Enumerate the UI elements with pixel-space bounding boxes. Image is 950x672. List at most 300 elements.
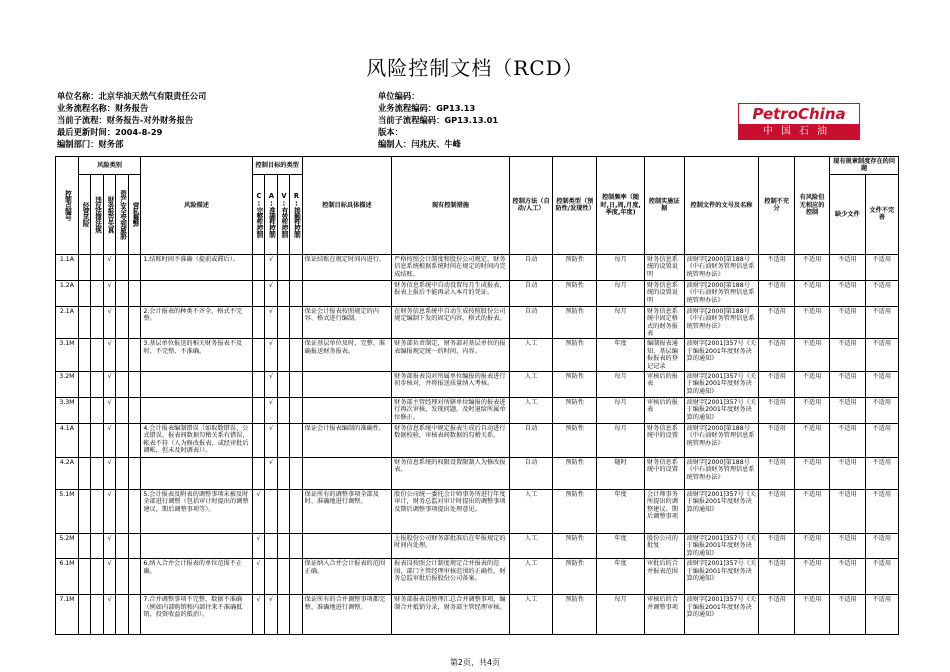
row-id: 5.1M [56, 490, 79, 534]
objective-desc: 保证基层单位及时、完整、准确报送财务报表。 [302, 339, 391, 372]
objective-check: √ [265, 254, 277, 280]
control-frequency: 每月 [597, 424, 645, 458]
risk-check [128, 490, 141, 534]
objective-check: √ [265, 458, 277, 490]
petrochina-logo [738, 103, 860, 140]
header-objective-col-r: R:接触性控制 [290, 174, 302, 254]
objective-check: √ [265, 339, 277, 372]
risk-no-control: 不适用 [794, 372, 829, 398]
risk-check [91, 424, 103, 458]
control-frequency: 每月 [597, 372, 645, 398]
risk-desc: 6.纳入合并会计报表的单位范围不正确。 [141, 559, 252, 595]
control-type: 预防性 [553, 424, 597, 458]
risk-check [91, 372, 103, 398]
lack-document: 不适用 [830, 306, 865, 339]
risk-check [91, 490, 103, 534]
meta-right [378, 90, 498, 150]
risk-check: √ [103, 424, 115, 458]
row-id: 7.1M [56, 595, 79, 635]
risk-check [116, 280, 128, 306]
logo-text-bottom: 中国石油 [738, 124, 860, 140]
last-updated: 最后更新时间：2004-8-29 [57, 127, 163, 137]
document-incomplete: 不适用 [865, 559, 898, 595]
header-control-frequency: 控制频率（随时,日,周,月度,季度,年度) [597, 157, 645, 255]
objective-check [252, 398, 264, 424]
risk-check [78, 372, 90, 398]
header-risk-col-4: 资产安全受到威胁 [116, 174, 128, 254]
risk-check [128, 306, 141, 339]
control-method: 人工 [509, 559, 553, 595]
control-evidence: 审核后的合并调整事项 [645, 595, 685, 635]
control-method: 人工 [509, 595, 553, 635]
control-method: 自动 [509, 424, 553, 458]
risk-desc: 5.会计报表及附表的调整事项未被及时全部进行调整（包括审计时提出的调整建议，期后调整事项等）。 [141, 490, 252, 534]
risk-check [116, 595, 128, 635]
risk-check: √ [103, 280, 115, 306]
objective-check [265, 490, 277, 534]
control-type: 预防性 [553, 490, 597, 534]
objective-check [277, 372, 289, 398]
risk-no-control: 不适用 [794, 398, 829, 424]
risk-check [78, 254, 90, 280]
control-measure: 财务部负责制定，财务部对基层单位的报表编报规定统一的时间、内容。 [392, 339, 510, 372]
risk-check [78, 424, 90, 458]
table-row [56, 339, 899, 372]
header-risk-col-2: 违反法律法规 [91, 174, 103, 254]
control-evidence: 财务信息系统的设置说明 [645, 280, 685, 306]
control-insufficient: 不适用 [759, 458, 794, 490]
header-risk-category: 风险类别 [78, 157, 140, 175]
risk-check [91, 306, 103, 339]
objective-desc: 保证结账在规定时间内进行。 [302, 254, 391, 280]
control-method: 人工 [509, 339, 553, 372]
objective-desc: 保证会计报表编制的准确性。 [302, 424, 391, 458]
control-frequency: 每月 [597, 306, 645, 339]
risk-desc [141, 458, 252, 490]
document-incomplete: 不适用 [865, 424, 898, 458]
risk-check [91, 339, 103, 372]
control-evidence: 审批后的合并报表范围 [645, 559, 685, 595]
header-evidence: 控制实施证据 [645, 157, 685, 255]
row-id: 6.1M [56, 559, 79, 595]
risk-no-control: 不适用 [794, 490, 829, 534]
objective-desc [302, 372, 391, 398]
control-document: 油财字[2000]第188号《中石油财务管理信息系统管理办法》 [684, 424, 759, 458]
header-document-name: 控制文件的文号及名称 [684, 157, 759, 255]
objective-check [277, 595, 289, 635]
control-insufficient: 不适用 [759, 424, 794, 458]
objective-check [277, 424, 289, 458]
control-document: 油财字[2001]357号《关于编报2001年度财务决算的通知》 [684, 559, 759, 595]
risk-check [128, 254, 141, 280]
lack-document: 不适用 [830, 490, 865, 534]
document-incomplete: 不适用 [865, 254, 898, 280]
risk-check [128, 398, 141, 424]
objective-desc [302, 398, 391, 424]
risk-check [116, 534, 128, 559]
objective-check [290, 424, 302, 458]
row-id: 3.3M [56, 398, 79, 424]
unit-name: 单位名称：北京华油天然气有限责任公司 [57, 91, 207, 101]
risk-check [116, 490, 128, 534]
header-risk-desc: 风险描述 [141, 157, 252, 255]
objective-desc: 保证所有的合并调整事项都完整、准确地进行调整。 [302, 595, 391, 635]
control-evidence: 审核后的报表 [645, 398, 685, 424]
control-insufficient: 不适用 [759, 372, 794, 398]
lack-document: 不适用 [830, 372, 865, 398]
control-insufficient: 不适用 [759, 398, 794, 424]
control-document: 油财字[2001]357号《关于编报2001年度财务决算的通知》 [684, 490, 759, 534]
header-system-issues: 现有规章制度存在的问题 [830, 157, 899, 175]
control-frequency: 年度 [597, 534, 645, 559]
control-method: 自动 [509, 458, 553, 490]
objective-check [277, 339, 289, 372]
objective-check [252, 424, 264, 458]
control-frequency: 每月 [597, 398, 645, 424]
control-measure: 严格按照会计制度和股份公司规定，财务信息系统根据系统时间在规定的时间内完成结账。 [392, 254, 510, 280]
risk-desc [141, 398, 252, 424]
header-existing-measures: 现有控制措施 [392, 157, 510, 255]
lack-document: 不适用 [830, 559, 865, 595]
control-type: 预防性 [553, 559, 597, 595]
control-document: 油财字[2000]第188号《中石油财务管理信息系统管理办法》 [684, 254, 759, 280]
risk-check [91, 398, 103, 424]
control-evidence: 财务信息系统中固定格式的财务报表 [645, 306, 685, 339]
document-incomplete: 不适用 [865, 339, 898, 372]
control-method: 人工 [509, 372, 553, 398]
table-row [56, 559, 899, 595]
objective-check: √ [265, 398, 277, 424]
risk-no-control: 不适用 [794, 339, 829, 372]
risk-check [91, 458, 103, 490]
control-measure: 在财务信息系统中自动生成按照股份公司规定编制下发的固定内容、格式的报表。 [392, 306, 510, 339]
control-evidence: 股份公司的批复 [645, 534, 685, 559]
header-lack-document: 缺少文件 [830, 174, 865, 254]
table-row [56, 534, 899, 559]
control-document: 油财字[2000]第188号《中石油财务管理信息系统管理办法》 [684, 458, 759, 490]
lack-document: 不适用 [830, 339, 865, 372]
lack-document: 不适用 [830, 424, 865, 458]
department: 编制部门：财务部 [57, 139, 124, 149]
objective-check [252, 254, 264, 280]
objective-check [277, 458, 289, 490]
header-objective-type: 控制目标的类型 [252, 157, 302, 175]
objective-check [290, 559, 302, 595]
objective-check [277, 490, 289, 534]
risk-no-control: 不适用 [794, 534, 829, 559]
control-method: 自动 [509, 306, 553, 339]
risk-check [116, 559, 128, 595]
objective-check [277, 306, 289, 339]
row-id: 3.1M [56, 339, 79, 372]
risk-no-control: 不适用 [794, 424, 829, 458]
risk-check [128, 372, 141, 398]
control-type: 预防性 [553, 254, 597, 280]
control-document: 油财字[2000]第188号《中石油财务管理信息系统管理办法》 [684, 306, 759, 339]
risk-desc [141, 280, 252, 306]
row-id: 5.2M [56, 534, 79, 559]
risk-desc: 7.合并调整事项不完整，数据不准确（例如内部购销和内部往来不准确抵销，投资收益的抵消）。 [141, 595, 252, 635]
lack-document: 不适用 [830, 398, 865, 424]
risk-check: √ [103, 306, 115, 339]
objective-check: √ [252, 559, 264, 595]
control-type: 预防性 [553, 372, 597, 398]
header-document-incomplete: 文件不完善 [865, 174, 898, 254]
objective-check [252, 280, 264, 306]
document-incomplete: 不适用 [865, 280, 898, 306]
row-id: 4.1A [56, 424, 79, 458]
risk-no-control: 不适用 [794, 254, 829, 280]
page-footer: 第2页，共4页 [449, 658, 501, 667]
table-row [56, 490, 899, 534]
control-measure: 股份公司统一委托会计师事务所进行年度审计，财务总监对审计时提出的调整事项及期后调整事项提出处理意见。 [392, 490, 510, 534]
control-measure: 财务信息系统中自动设置每月生成报表，报表上报后不能再录入本月的凭证。 [392, 280, 510, 306]
risk-no-control: 不适用 [794, 595, 829, 635]
table-row [56, 458, 899, 490]
risk-no-control: 不适用 [794, 280, 829, 306]
risk-check [91, 595, 103, 635]
risk-desc: 3.基层单位报送的相关财务报表不及时、不完整、不准确。 [141, 339, 252, 372]
objective-check [290, 372, 302, 398]
lack-document: 不适用 [830, 595, 865, 635]
risk-check: √ [103, 254, 115, 280]
logo-text-top: PetroChina [738, 103, 860, 124]
lack-document: 不适用 [830, 458, 865, 490]
objective-check [277, 398, 289, 424]
risk-check [91, 559, 103, 595]
header-objective-col-c: C:完整性控制 [252, 174, 264, 254]
objective-check [277, 254, 289, 280]
document-incomplete: 不适用 [865, 595, 898, 635]
control-evidence: 财务信息系统中的设置 [645, 424, 685, 458]
risk-check [78, 280, 90, 306]
header-objective-desc: 控制目标具体描述 [302, 157, 391, 255]
objective-check [290, 534, 302, 559]
control-measure: 财务部报表岗对所属单位编报的报表进行初步核对，并将报送质量纳入考核。 [392, 372, 510, 398]
document-incomplete: 不适用 [865, 458, 898, 490]
control-frequency: 每月 [597, 595, 645, 635]
risk-check [128, 559, 141, 595]
control-frequency: 年度 [597, 490, 645, 534]
objective-check [252, 372, 264, 398]
control-type: 预防性 [553, 339, 597, 372]
risk-check [128, 339, 141, 372]
table-row [56, 424, 899, 458]
control-method: 人工 [509, 490, 553, 534]
risk-check [78, 559, 90, 595]
row-id: 2.1A [56, 306, 79, 339]
header-risk-col-5: 营私舞弊 [128, 174, 141, 254]
document-incomplete: 不适用 [865, 306, 898, 339]
header-risk-col-1: 经营风险 [78, 174, 90, 254]
risk-check: √ [103, 398, 115, 424]
objective-desc [302, 458, 391, 490]
header-risk-no-control: 有风险但无相应的控制 [794, 157, 829, 255]
risk-check [116, 306, 128, 339]
risk-check [78, 339, 90, 372]
control-insufficient: 不适用 [759, 595, 794, 635]
row-id: 4.2A [56, 458, 79, 490]
control-insufficient: 不适用 [759, 534, 794, 559]
objective-check [290, 458, 302, 490]
objective-check: √ [252, 490, 264, 534]
row-id: 3.2M [56, 372, 79, 398]
risk-control-table [55, 156, 899, 635]
header-objective-col-a: A:准确性控制 [265, 174, 277, 254]
table-row [56, 306, 899, 339]
risk-desc: 2.会计报表的种类不齐全，格式不完整。 [141, 306, 252, 339]
header-control-type: 控制类型（预防性/发现性） [553, 157, 597, 255]
control-measure: 财务信息系统的权限设置限制人为修改报表。 [392, 458, 510, 490]
document-incomplete: 不适用 [865, 534, 898, 559]
control-evidence: 编制报表通知、基层编报报表的登记记录 [645, 339, 685, 372]
table-row [56, 280, 899, 306]
subprocess-name: 当前子流程：财务报告-对外财务报告 [57, 115, 194, 125]
risk-check [128, 424, 141, 458]
objective-desc: 保证纳入合并会计报表的范围正确。 [302, 559, 391, 595]
objective-desc: 保证会计报表按照规定的内容、格式进行编制。 [302, 306, 391, 339]
control-measure: 财务部主管经理对所辖单位编报的报表进行再次审核，发现问题，及时退给所属单位修正。 [392, 398, 510, 424]
control-method: 自动 [509, 254, 553, 280]
document-incomplete: 不适用 [865, 372, 898, 398]
objective-check [290, 254, 302, 280]
objective-desc: 保证所有的调整事项全部及时、准确地进行调整。 [302, 490, 391, 534]
risk-check: √ [103, 534, 115, 559]
risk-check: √ [103, 559, 115, 595]
lack-document: 不适用 [830, 254, 865, 280]
risk-check [116, 398, 128, 424]
lack-document: 不适用 [830, 534, 865, 559]
control-method: 人工 [509, 534, 553, 559]
control-type: 预防性 [553, 534, 597, 559]
meta-left [57, 90, 206, 150]
unit-code: 单位编码： [378, 91, 420, 101]
table-row [56, 398, 899, 424]
risk-check: √ [103, 458, 115, 490]
control-frequency: 随时 [597, 458, 645, 490]
objective-check: √ [252, 534, 264, 559]
control-document: 油财字[2001]357号《关于编报2001年度财务决算的通知》 [684, 372, 759, 398]
objective-check [290, 595, 302, 635]
control-type: 预防性 [553, 306, 597, 339]
table-row [56, 595, 899, 635]
control-document: 油财字[2001]357号《关于编报2001年度财务决算的通知》 [684, 398, 759, 424]
control-evidence: 会计师事务所提出的调整建议、期后调整事项 [645, 490, 685, 534]
risk-check [78, 458, 90, 490]
header-risk-col-3: 财务报告失真 [103, 174, 115, 254]
risk-check [128, 534, 141, 559]
objective-check [277, 534, 289, 559]
risk-check [116, 458, 128, 490]
control-evidence: 财务信息系统的设置说明 [645, 254, 685, 280]
risk-check: √ [103, 490, 115, 534]
objective-check [265, 559, 277, 595]
risk-no-control: 不适用 [794, 458, 829, 490]
objective-check: √ [265, 424, 277, 458]
control-evidence: 财务信息系统中的设置 [645, 458, 685, 490]
control-insufficient: 不适用 [759, 254, 794, 280]
control-frequency: 每月 [597, 280, 645, 306]
risk-check [128, 458, 141, 490]
control-method: 人工 [509, 398, 553, 424]
control-frequency: 每月 [597, 254, 645, 280]
header-objective-col-v: V:有效性控制 [277, 174, 289, 254]
objective-check: √ [265, 306, 277, 339]
control-document: 油财字[2000]第188号《中石油财务管理信息系统管理办法》 [684, 280, 759, 306]
objective-check [252, 458, 264, 490]
control-measure: 财务信息系统中规定报表生成后自动进行数据校验，审核表间数据的勾稽关系。 [392, 424, 510, 458]
control-insufficient: 不适用 [759, 339, 794, 372]
risk-no-control: 不适用 [794, 306, 829, 339]
document-title: 风险控制文档（RCD） [366, 56, 584, 80]
objective-check [290, 398, 302, 424]
control-measure: 上报股份公司财务部批准后在年报规定的时间内处理。 [392, 534, 510, 559]
risk-check [78, 595, 90, 635]
objective-check: √ [252, 595, 264, 635]
objective-check [290, 339, 302, 372]
header-control-method: 控制方法（自动/人工） [509, 157, 553, 255]
objective-check: √ [265, 372, 277, 398]
risk-desc: 1.结账时间不准确（提前或滞后）。 [141, 254, 252, 280]
header-control-insufficient: 控制不充分 [759, 157, 794, 255]
risk-check: √ [103, 339, 115, 372]
objective-check: √ [265, 595, 277, 635]
subprocess-code: 当前子流程编码：GP13.13.01 [378, 115, 499, 125]
control-frequency: 年度 [597, 559, 645, 595]
risk-check [91, 534, 103, 559]
objective-check [290, 306, 302, 339]
objective-check [290, 490, 302, 534]
risk-check [116, 254, 128, 280]
row-id: 1.2A [56, 280, 79, 306]
table-row [56, 372, 899, 398]
table-body [56, 254, 899, 634]
process-code: 业务流程编码：GP13.13 [378, 103, 476, 113]
control-type: 预防性 [553, 458, 597, 490]
row-id: 1.1A [56, 254, 79, 280]
risk-check: √ [103, 372, 115, 398]
header-point-no: 控制点编号 [56, 157, 79, 255]
control-type: 预防性 [553, 595, 597, 635]
document-incomplete: 不适用 [865, 398, 898, 424]
risk-check [78, 306, 90, 339]
lack-document: 不适用 [830, 280, 865, 306]
risk-desc [141, 372, 252, 398]
control-insufficient: 不适用 [759, 306, 794, 339]
control-measure: 财务部报表岗整理汇总合并调整事项，编制合并抵销分录，财务部主管经理审核。 [392, 595, 510, 635]
control-frequency: 年度 [597, 339, 645, 372]
objective-desc [302, 534, 391, 559]
author: 编制人：闫兆庆、牛峰 [378, 139, 461, 149]
risk-check [116, 424, 128, 458]
objective-check [252, 339, 264, 372]
control-type: 预防性 [553, 280, 597, 306]
objective-desc [302, 280, 391, 306]
process-name: 业务流程名称：财务报告 [57, 103, 149, 113]
risk-check [116, 339, 128, 372]
control-insufficient: 不适用 [759, 490, 794, 534]
control-evidence: 审核后的报表 [645, 372, 685, 398]
control-document: 油财字[2001]357号《关于编报2001年度财务决算的通知》 [684, 595, 759, 635]
document-incomplete: 不适用 [865, 490, 898, 534]
control-method: 自动 [509, 280, 553, 306]
objective-check: √ [265, 280, 277, 306]
risk-check [128, 595, 141, 635]
objective-check [290, 280, 302, 306]
control-document: 油财字[2001]357号《关于编报2001年度财务决算的通知》 [684, 534, 759, 559]
risk-check [91, 254, 103, 280]
control-insufficient: 不适用 [759, 559, 794, 595]
